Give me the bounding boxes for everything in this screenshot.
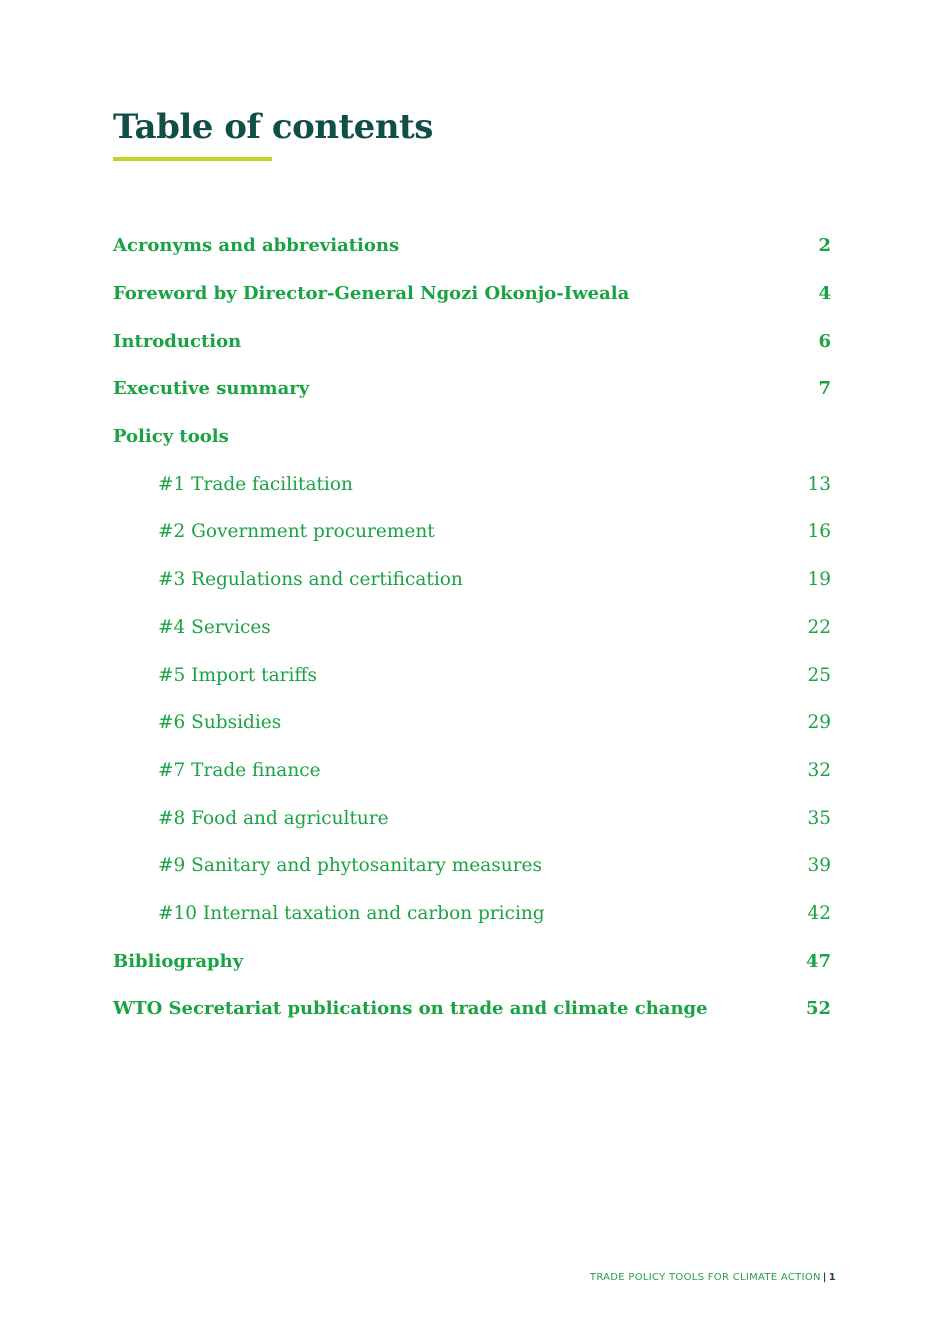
toc-entry-label: #6 Subsidies bbox=[158, 712, 282, 734]
toc-entry-label: #4 Services bbox=[158, 616, 271, 638]
toc-entry-page: 39 bbox=[807, 855, 831, 877]
toc-entry-services[interactable] bbox=[113, 604, 831, 652]
toc-entry-page: 52 bbox=[805, 998, 831, 1020]
toc-entry-label: #3 Regulations and certification bbox=[158, 569, 463, 591]
toc-entry-label: WTO Secretariat publications on trade and climate change bbox=[113, 998, 708, 1020]
toc-entry-government-procurement[interactable] bbox=[113, 508, 831, 556]
footer-running-title: TRADE POLICY TOOLS FOR CLIMATE ACTION bbox=[589, 1272, 821, 1283]
toc-entry-page: 2 bbox=[818, 235, 831, 257]
toc-entry-label: #2 Government procurement bbox=[158, 521, 435, 543]
toc-entry-page: 22 bbox=[807, 616, 831, 638]
toc-entry-regulations-certification[interactable] bbox=[113, 556, 831, 604]
toc-entry-executive-summary[interactable] bbox=[113, 365, 831, 413]
toc-entry-page: 16 bbox=[807, 521, 831, 543]
toc-entry-label: #9 Sanitary and phytosanitary measures bbox=[158, 855, 542, 877]
toc-entry-wto-publications[interactable] bbox=[113, 985, 831, 1033]
toc-entry-page: 25 bbox=[807, 664, 831, 686]
toc-entry-label: Introduction bbox=[113, 330, 242, 352]
toc-entry-introduction[interactable] bbox=[113, 317, 831, 365]
toc-entry-internal-taxation[interactable] bbox=[113, 890, 831, 938]
toc-entry-page: 19 bbox=[807, 569, 831, 591]
toc-entry-page: 47 bbox=[805, 950, 831, 972]
toc-entry-page: 7 bbox=[818, 378, 831, 400]
toc-entry-label: #1 Trade facilitation bbox=[158, 473, 353, 495]
toc-entry-page: 42 bbox=[807, 902, 831, 924]
toc-entry-page: 4 bbox=[818, 283, 831, 305]
page-title: Table of contents bbox=[113, 107, 433, 147]
footer-page-number: 1 bbox=[828, 1272, 836, 1283]
toc-entry-acronyms[interactable] bbox=[113, 222, 831, 270]
toc-entry-label: #8 Food and agriculture bbox=[158, 807, 389, 829]
title-underline bbox=[113, 157, 272, 161]
toc-entry-page: 6 bbox=[818, 330, 831, 352]
footer-separator: | bbox=[822, 1272, 827, 1283]
toc-entry-sanitary-phytosanitary[interactable] bbox=[113, 842, 831, 890]
toc-entry-import-tariffs[interactable] bbox=[113, 651, 831, 699]
toc-entry-label: Executive summary bbox=[113, 378, 310, 400]
toc-entry-page: 32 bbox=[807, 759, 831, 781]
toc-entry-label: Policy tools bbox=[113, 426, 229, 448]
toc-entry-label: #10 Internal taxation and carbon pricing bbox=[158, 902, 545, 924]
toc-entry-page: 13 bbox=[807, 473, 831, 495]
toc-entry-trade-finance[interactable] bbox=[113, 747, 831, 795]
toc-entry-subsidies[interactable] bbox=[113, 699, 831, 747]
page-footer bbox=[590, 1272, 836, 1283]
toc-entry-food-agriculture[interactable] bbox=[113, 794, 831, 842]
toc-entry-foreword[interactable] bbox=[113, 270, 831, 318]
toc-entry-page: 29 bbox=[807, 712, 831, 734]
toc-entry-trade-facilitation[interactable] bbox=[113, 460, 831, 508]
toc-entry-label: Bibliography bbox=[113, 950, 244, 972]
toc-entry-label: Foreword by Director-General Ngozi Okonjo-Iweala bbox=[113, 283, 630, 305]
toc-entry-label: #7 Trade finance bbox=[158, 759, 321, 781]
toc-entry-label: #5 Import tariffs bbox=[158, 664, 318, 686]
toc-entry-policy-tools[interactable] bbox=[113, 413, 831, 461]
toc-entry-page: 35 bbox=[807, 807, 831, 829]
table-of-contents bbox=[113, 222, 831, 1033]
toc-entry-bibliography[interactable] bbox=[113, 937, 831, 985]
toc-entry-label: Acronyms and abbreviations bbox=[113, 235, 400, 257]
